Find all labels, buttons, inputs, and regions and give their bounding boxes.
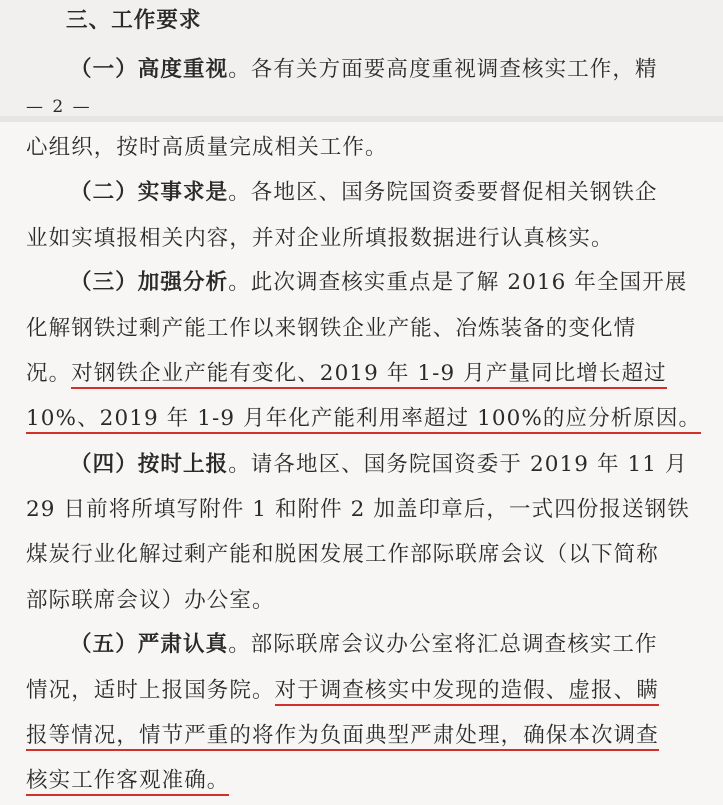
underlined-text-2a: 对于调查核实中发现的造假、虚报、瞒: [275, 678, 659, 706]
paragraph-2-line-1: [70, 178, 658, 208]
underlined-text-2c: 核实工作客观准确。: [26, 768, 229, 796]
paragraph-3-line-1: [70, 268, 687, 298]
paragraph-4-text: 。请各地区、国务院国资委于 2019 年 11 月: [228, 452, 688, 477]
page-break-divider: [0, 116, 723, 122]
section-heading: 三、工作要求: [66, 8, 202, 33]
paragraph-2-line-2: 业如实填报相关内容，并对企业所填报数据进行认真核实。: [26, 226, 614, 251]
paragraph-3-line-4: [26, 404, 701, 434]
paragraph-3-text: 。此次调查核实重点是了解 2016 年全国开展: [228, 270, 688, 295]
page-number: — 2 —: [26, 97, 92, 117]
paragraph-3-line-3: [26, 359, 667, 389]
paragraph-3-heading: （三）加强分析: [70, 270, 229, 295]
paragraph-5-line-2: [26, 676, 659, 706]
paragraph-5-line-2-plain: 情况，适时上报国务院。: [26, 678, 275, 703]
paragraph-1-line-2: 心组织，按时高质量完成相关工作。: [26, 135, 388, 160]
paragraph-4-line-1: [70, 450, 688, 480]
paragraph-2-text: 。各地区、国务院国资委要督促相关钢铁企: [228, 180, 658, 205]
underlined-text-1a: 对钢铁企业产能有变化、2019 年 1-9 月产量同比增长超过: [71, 361, 666, 389]
paragraph-4-heading: （四）按时上报: [70, 452, 229, 477]
paragraph-5-text: 。部际联席会议办公室将汇总调查核实工作: [228, 632, 658, 657]
paragraph-1-line-1: [70, 55, 658, 85]
paragraph-3-line-3-plain: 况。: [26, 361, 72, 386]
paragraph-3-line-2: 化解钢铁过剩产能工作以来钢铁企业产能、冶炼装备的变化情: [26, 316, 637, 341]
paragraph-5-line-1: [70, 630, 658, 660]
paragraph-1-text: 。各有关方面要高度重视调查核实工作，精: [228, 57, 658, 82]
paragraph-4-line-2: 29 日前将所填写附件 1 和附件 2 加盖印章后，一式四份报送钢铁: [26, 497, 690, 522]
underlined-text-2b: 报等情况，情节严重的将作为负面典型严肃处理，确保本次调查: [26, 723, 659, 751]
paragraph-4-line-4: 部际联席会议）办公室。: [26, 588, 275, 613]
paragraph-1-heading: （一）高度重视: [70, 57, 229, 82]
paragraph-5-line-3: [26, 721, 659, 751]
paragraph-5-heading: （五）严肃认真: [70, 632, 229, 657]
paragraph-5-line-4: [26, 766, 229, 796]
paragraph-4-line-3: 煤炭行业化解过剩产能和脱困发展工作部际联席会议（以下简称: [26, 542, 659, 567]
paragraph-2-heading: （二）实事求是: [70, 180, 229, 205]
underlined-text-1b: 10%、2019 年 1-9 月年化产能利用率超过 100%的应分析原因。: [26, 406, 701, 434]
